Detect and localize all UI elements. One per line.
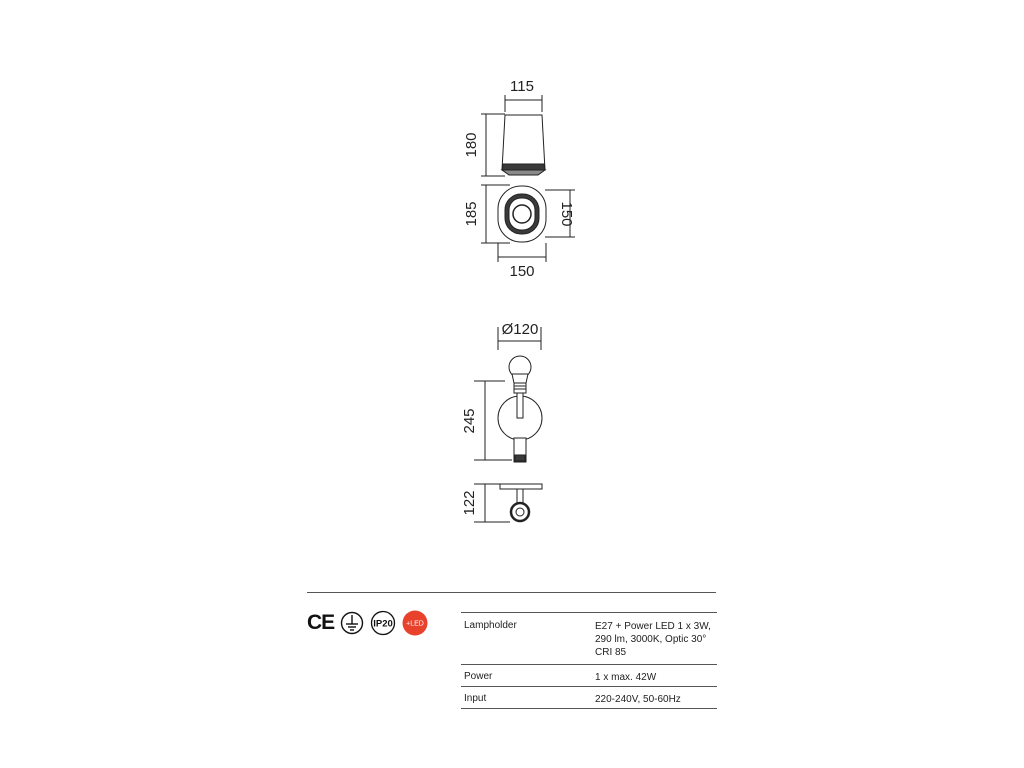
spec-value: 1 x max. 42W xyxy=(595,672,657,683)
specifications-table xyxy=(461,612,717,709)
ip20-badge-icon xyxy=(370,610,396,636)
spec-label: Input xyxy=(464,693,487,704)
spec-value: 220-240V, 50-60Hz xyxy=(595,694,681,705)
ip20-label: IP20 xyxy=(373,618,393,630)
dimension-base-width: 150 xyxy=(509,263,535,280)
lamp-front-view xyxy=(474,327,542,462)
section-divider xyxy=(307,592,716,593)
dimension-shade-height: 180 xyxy=(463,132,480,158)
spec-label: Lampholder xyxy=(464,620,517,631)
dimension-arm-height: 245 xyxy=(461,408,478,434)
dimension-projection: 122 xyxy=(461,490,478,516)
shade-side-view xyxy=(481,95,545,176)
dimension-base-height: 185 xyxy=(463,201,480,227)
dimension-arm-diameter: Ø120 xyxy=(501,321,539,338)
dimension-base-depth: 150 xyxy=(558,201,575,227)
ce-mark-icon: CE xyxy=(307,611,335,634)
class-one-earth-icon xyxy=(340,611,364,635)
spec-label: Power xyxy=(464,671,493,682)
spec-value: E27 + Power LED 1 x 3W, 290 lm, 3000K, Optic 30° CRI 85 xyxy=(595,621,711,658)
spec-row-power xyxy=(461,665,717,687)
plus-led-label: +LED xyxy=(406,620,425,628)
dimension-shade-width: 115 xyxy=(510,78,534,95)
certification-marks xyxy=(307,611,428,635)
specs-top-rule xyxy=(461,612,717,613)
lamp-side-view xyxy=(474,484,542,522)
spec-row-input xyxy=(461,687,717,709)
plus-led-badge-icon xyxy=(402,610,428,636)
spec-row-lampholder xyxy=(461,612,717,665)
